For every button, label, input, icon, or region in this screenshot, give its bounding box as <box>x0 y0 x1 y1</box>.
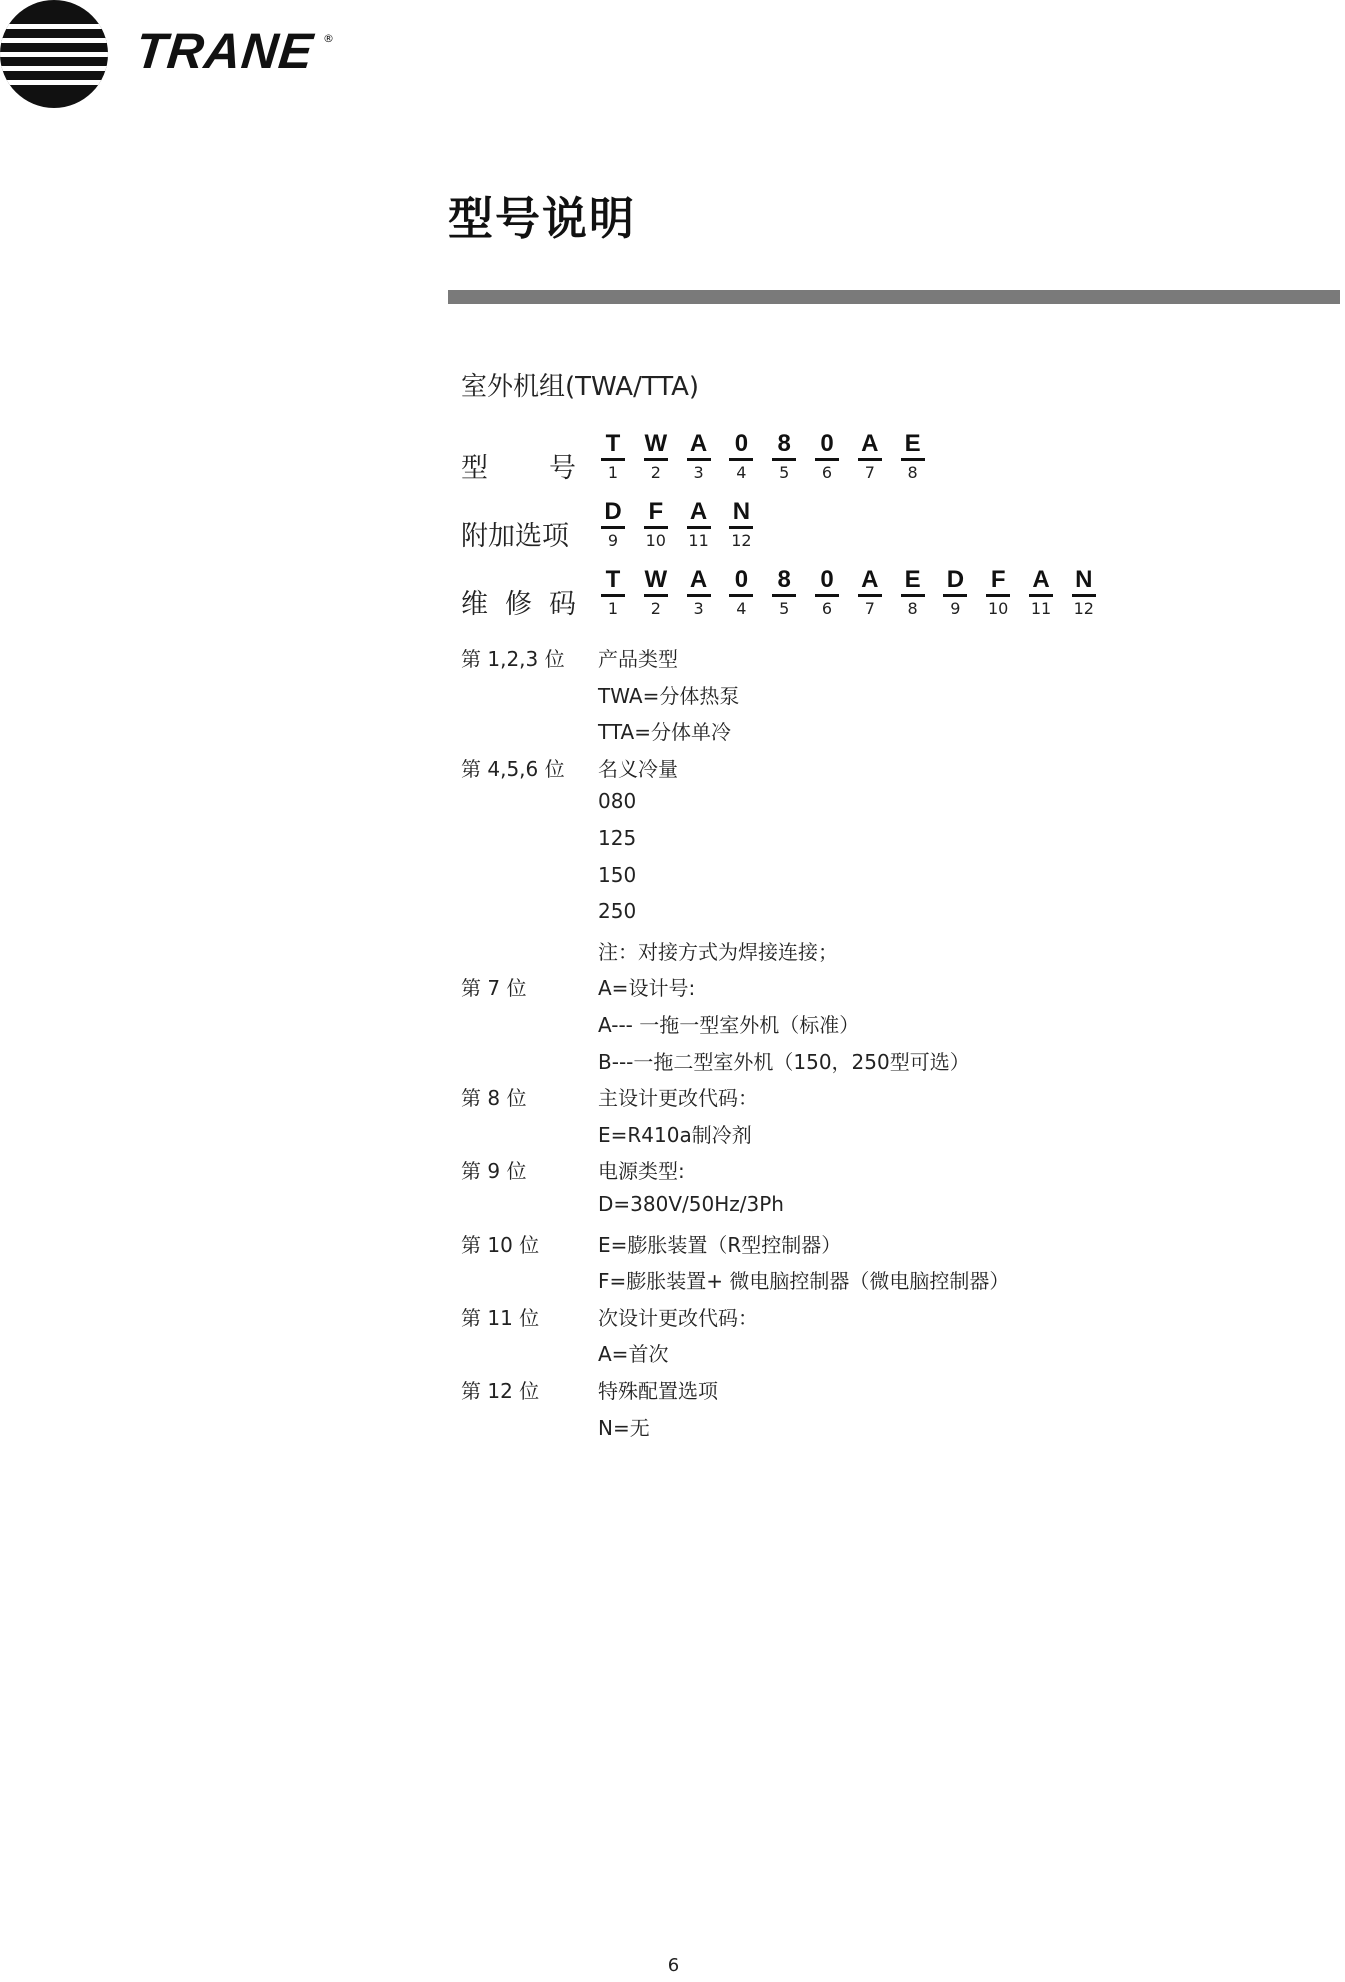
description-line: 080 <box>598 789 637 814</box>
title-divider <box>448 290 1340 304</box>
position-label: 第 8 位 <box>461 1086 527 1111</box>
description-line: TWA=分体热泵 <box>598 683 740 708</box>
code-position-number: 4 <box>736 599 747 618</box>
code-digit <box>682 568 716 621</box>
code-position-number: 7 <box>864 599 875 618</box>
description-line: 注：对接方式为焊接连接； <box>598 939 838 964</box>
code-digit <box>853 432 887 485</box>
code-character: W <box>644 568 668 597</box>
code-digit <box>767 568 801 621</box>
code-position-number: 1 <box>607 463 619 482</box>
position-label: 第 7 位 <box>461 976 527 1001</box>
code-digit <box>682 432 716 485</box>
description-line: 主设计更改代码： <box>598 1086 758 1111</box>
code-character: A <box>1029 568 1053 597</box>
code-character: T <box>601 432 625 461</box>
model-code-label: 型 号 <box>461 453 576 484</box>
code-position-number: 10 <box>988 599 1009 618</box>
code-position-number: 11 <box>1030 599 1052 618</box>
code-digit <box>1024 568 1058 621</box>
description-line: TTA=分体单冷 <box>598 720 731 745</box>
code-character: A <box>858 568 882 597</box>
description-line: 特殊配置选项 <box>598 1379 718 1403</box>
code-position-number: 8 <box>907 463 918 482</box>
code-character: 0 <box>729 568 753 597</box>
position-label: 第 1,2,3 位 <box>461 647 565 671</box>
description-line: A=首次 <box>598 1342 669 1367</box>
position-label: 第 9 位 <box>461 1159 527 1184</box>
code-character: 0 <box>815 568 839 597</box>
description-line: 名义冷量 <box>598 756 678 781</box>
description-line: 250 <box>598 899 637 924</box>
options-code-label: 附加选项 <box>461 521 569 552</box>
code-position-number: 9 <box>950 599 961 618</box>
code-character: A <box>687 500 711 529</box>
code-character: N <box>729 500 753 529</box>
description-line: N=无 <box>598 1415 650 1440</box>
code-character: E <box>901 568 925 597</box>
description-line: A--- 一拖一型室外机（标准） <box>598 1013 860 1037</box>
code-digit <box>896 432 930 485</box>
description-line: B---一拖二型室外机（150，250型可选） <box>598 1049 970 1074</box>
position-label: 第 10 位 <box>461 1232 540 1257</box>
code-character: E <box>901 432 925 461</box>
description-line: D=380V/50Hz/3Ph <box>598 1192 784 1216</box>
code-position-number: 11 <box>688 531 709 550</box>
description-line: E=R410a制冷剂 <box>598 1122 752 1147</box>
page-number: 6 <box>667 1955 680 1976</box>
code-character: A <box>858 432 882 461</box>
code-position-number: 5 <box>779 463 790 482</box>
code-position-number: 12 <box>1073 599 1094 618</box>
code-position-number: 6 <box>821 599 833 618</box>
position-label: 第 4,5,6 位 <box>461 756 565 781</box>
code-position-number: 8 <box>907 599 918 618</box>
code-character: N <box>1072 568 1096 597</box>
code-position-number: 6 <box>821 463 833 482</box>
trane-logo <box>0 0 340 110</box>
code-character: D <box>943 568 967 597</box>
code-position-number: 3 <box>693 463 704 482</box>
code-digit <box>810 568 844 621</box>
code-digit <box>596 568 630 621</box>
description-line: 产品类型 <box>598 647 678 671</box>
code-digit <box>724 568 758 621</box>
code-position-number: 10 <box>645 531 666 550</box>
code-character: W <box>644 432 668 461</box>
registered-mark: ® <box>323 32 334 45</box>
service-code-label: 维 修 码 <box>461 589 576 620</box>
trane-wordmark: TRANE <box>133 23 317 79</box>
code-digit <box>596 500 630 553</box>
code-character: 0 <box>815 432 839 461</box>
code-character: A <box>687 568 711 597</box>
code-character: 8 <box>772 432 796 461</box>
code-position-number: 3 <box>693 599 704 618</box>
code-character: T <box>601 568 625 597</box>
code-position-number: 2 <box>650 463 661 482</box>
code-position-number: 2 <box>650 599 661 618</box>
code-digit <box>1067 568 1101 621</box>
code-digit <box>639 568 673 621</box>
code-position-number: 4 <box>736 463 747 482</box>
section-title: 室外机组(TWA/TTA) <box>461 372 700 402</box>
code-digit <box>810 432 844 485</box>
code-digit <box>682 500 716 553</box>
code-position-number: 7 <box>864 463 875 482</box>
description-line: 150 <box>598 862 637 887</box>
code-position-number: 9 <box>607 531 619 550</box>
description-line: F=膨胀装置+ 微电脑控制器（微电脑控制器） <box>598 1269 1010 1294</box>
code-character: 0 <box>729 432 753 461</box>
position-label: 第 11 位 <box>461 1305 540 1330</box>
code-digit <box>639 432 673 485</box>
trane-globe-icon <box>0 0 115 110</box>
code-character: F <box>986 568 1010 597</box>
code-character: D <box>601 500 625 529</box>
code-digit <box>853 568 887 621</box>
page-title: 型号说明 <box>448 192 637 245</box>
description-line: A=设计号: <box>598 976 696 1001</box>
code-character: 8 <box>772 568 796 597</box>
code-character: F <box>644 500 668 529</box>
code-position-number: 5 <box>779 599 790 618</box>
code-digit <box>896 568 930 621</box>
code-position-number: 12 <box>731 531 752 550</box>
code-digit <box>724 500 758 553</box>
code-digit <box>724 432 758 485</box>
description-line: E=膨胀装置（R型控制器） <box>598 1232 842 1257</box>
code-digit <box>767 432 801 485</box>
code-digit <box>596 432 630 485</box>
code-digit <box>639 500 673 553</box>
code-digit <box>938 568 972 621</box>
description-line: 125 <box>598 826 637 850</box>
code-position-number: 1 <box>607 599 619 618</box>
code-digit <box>981 568 1015 621</box>
position-label: 第 12 位 <box>461 1379 540 1403</box>
code-character: A <box>687 432 711 461</box>
description-line: 电源类型: <box>598 1159 685 1184</box>
description-line: 次设计更改代码： <box>598 1305 758 1330</box>
